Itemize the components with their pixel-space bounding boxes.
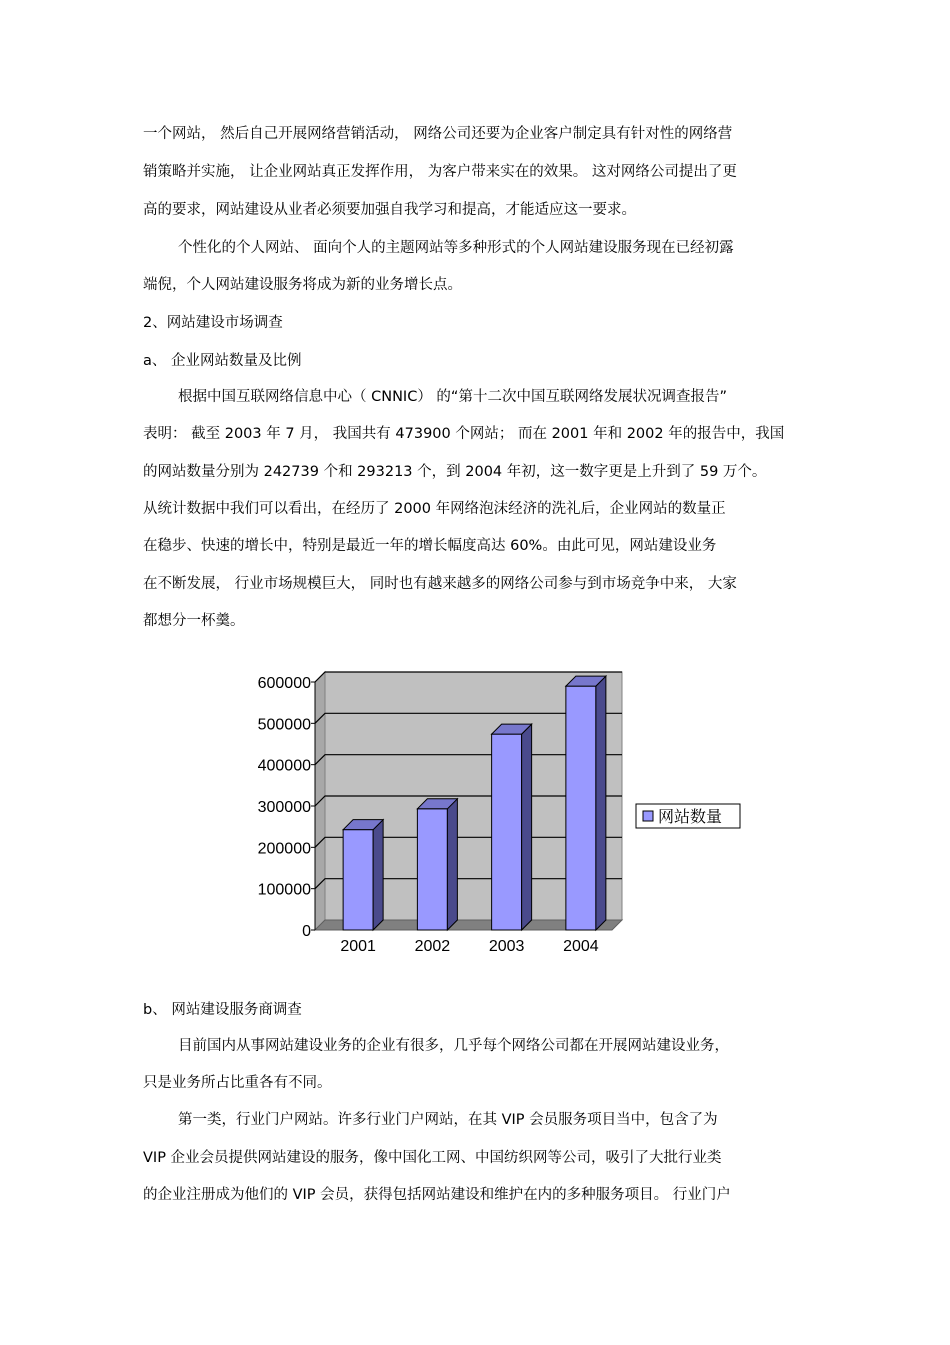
text-line: 从统计数据中我们可以看出，在经历了 2000 年网络泡沫经济的洗礼后，企业网站的数量正: [143, 501, 726, 517]
y-tick-label: 0: [302, 923, 311, 940]
x-tick-label: 2003: [488, 938, 525, 955]
section-heading: 2、网站建设市场调查: [143, 315, 283, 331]
text-line: 都想分一杯羹。: [143, 613, 245, 629]
bar: [492, 734, 522, 930]
text-line: 的网站数量分别为 242739 个和 293213 个，到 2004 年初，这一数字更是上升到了 59 万个。: [143, 464, 767, 480]
text-line: 个性化的个人网站、 面向个人的主题网站等多种形式的个人网站建设服务现在已经初露: [178, 240, 734, 256]
text-line: 销策略并实施， 让企业网站真正发挥作用， 为客户带来实在的效果。 这对网络公司提出了更: [143, 164, 737, 180]
bar-side: [522, 724, 532, 930]
text-line: VIP 企业会员提供网站建设的服务，像中国化工网、中国纺织网等公司，吸引了大批行业类: [143, 1150, 722, 1166]
text-line: 端倪，个人网站建设服务将成为新的业务增长点。: [143, 277, 462, 293]
y-tick-label: 200000: [257, 840, 311, 858]
bar: [566, 686, 596, 930]
text-line: 表明： 截至 2003 年 7 月， 我国共有 473900 个网站； 而在 2001 年和 2002 年的报告中，我国: [143, 426, 785, 442]
y-tick-label: 500000: [257, 716, 311, 734]
y-tick-label: 600000: [257, 675, 311, 692]
legend-swatch: [643, 811, 653, 821]
subsection-heading: a、 企业网站数量及比例: [143, 353, 302, 369]
y-tick-label: 300000: [257, 799, 311, 816]
y-tick-label: 100000: [257, 881, 311, 899]
legend-label: 网站数量: [658, 809, 723, 826]
text-line: 在稳步、快速的增长中，特别是最近一年的增长幅度高达 60%。由此可见，网站建设业务: [143, 538, 717, 554]
text-line: 根据中国互联网络信息中心（ CNNIC） 的“第十二次中国互联网络发展状况调查报告”: [178, 389, 727, 405]
text-line: 目前国内从事网站建设业务的企业有很多，几乎每个网络公司都在开展网站建设业务，: [178, 1038, 729, 1054]
x-tick-label: 2002: [414, 938, 451, 955]
x-tick-label: 2004: [563, 938, 599, 955]
bar: [417, 809, 447, 930]
text-line: 第一类，行业门户网站。许多行业门户网站，在其 VIP 会员服务项目当中，包含了为: [178, 1112, 718, 1128]
bar-chart-svg: [240, 660, 760, 960]
bar: [343, 830, 373, 930]
subsection-heading: b、 网站建设服务商调查: [143, 1002, 302, 1018]
y-tick-label: 400000: [257, 757, 311, 775]
text-line: 高的要求，网站建设从业者必须要加强自我学习和提高，才能适应这一要求。: [143, 202, 636, 218]
bar-side: [373, 820, 383, 930]
text-line: 的企业注册成为他们的 VIP 会员，获得包括网站建设和维护在内的多种服务项目。 行业门户: [143, 1187, 731, 1203]
website-count-chart: [240, 660, 760, 960]
bar-side: [596, 676, 606, 930]
text-line: 只是业务所占比重各有不同。: [143, 1075, 332, 1091]
text-line: 一个网站， 然后自己开展网络营销活动， 网络公司还要为企业客户制定具有针对性的网络营: [143, 126, 733, 142]
text-line: 在不断发展， 行业市场规模巨大， 同时也有越来越多的网络公司参与到市场竞争中来， 大家: [143, 576, 737, 592]
bar-side: [447, 799, 457, 930]
x-tick-label: 2001: [340, 938, 376, 955]
